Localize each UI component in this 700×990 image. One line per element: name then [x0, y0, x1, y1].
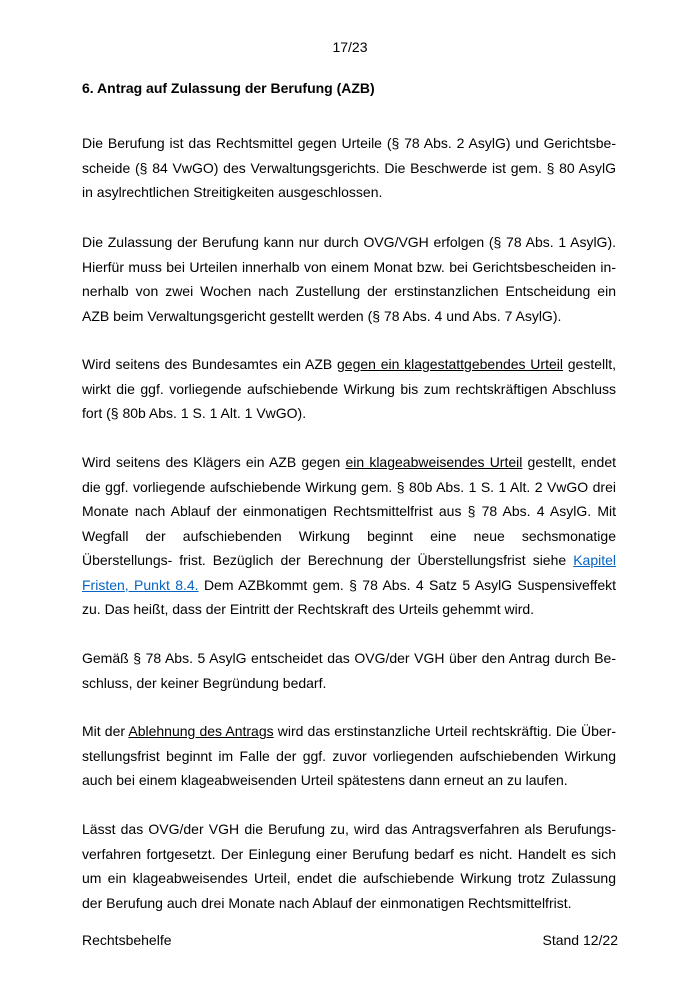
p3-line-2: wirkt die ggf. vorliegende aufschiebende Wirkung bis zum rechtskräftigen Abschluss	[82, 380, 616, 397]
p7-line-1: Lässt das OVG/der VGH die Berufung zu, wird das Antragsverfahren als Berufungs-	[82, 821, 616, 837]
section-heading: 6. Antrag auf Zulassung der Berufung (AZB)	[82, 80, 375, 96]
p4-line-2: die ggf. vorliegende aufschiebende Wirkung gem. § 80b Abs. 1 S. 1 Alt. 2 VwGO drei	[82, 478, 616, 495]
p7-line-3: um ein klageabweisendes Urteil, endet die aufschiebende Wirkung trotz Zulassung der	[82, 870, 616, 911]
p3-underlined-phrase: gegen ein klagestattgebendes Urteil	[337, 356, 563, 372]
p4-line-3: Monate nach Ablauf der einmonatigen Rechtsmittelfrist aus § 78 Abs. 4 AsylG. Mit	[82, 503, 616, 519]
p4-line-5-pre: frist. Bezüglich der Berechnung der Überstellungsfrist siehe	[179, 552, 574, 568]
p5-line-2: schluss, der keiner Begründung bedarf.	[82, 674, 327, 691]
page-number: 17/23	[332, 39, 368, 55]
kapitel-fristen-link[interactable]: Kapitel Fristen, Punkt 8.4.	[82, 552, 617, 593]
p5-line-1: Gemäß § 78 Abs. 5 AsylG entscheidet das OVG/der VGH über den Antrag durch Be-	[82, 650, 616, 666]
p4-line-7: der Eintritt der Rechtskraft des Urteils gehemmt wird.	[205, 601, 535, 617]
p1-line-2: scheide (§ 84 VwGO) des Verwaltungsgerichts. Die Beschwerde ist gem. § 80 AsylG	[82, 159, 616, 176]
paragraph-zulassung	[82, 230, 616, 328]
p3-line-1-pre: Wird seitens des Bundesamtes ein AZB	[82, 356, 337, 372]
p6-line-3: auch bei einem klageabweisenden Urteil spätestens dann erneut an zu laufen.	[82, 772, 568, 788]
p4-underlined-phrase: ein klageabweisendes Urteil	[345, 454, 523, 470]
p2-line-1: Die Zulassung der Berufung kann nur durch OVG/VGH erfolgen (§ 78 Abs. 1 AsylG).	[82, 234, 616, 250]
p4-line-1-pre: Wird seitens des Klägers ein AZB gegen	[82, 454, 346, 470]
p6-line-1-post: wird das erstinstanzliche Urteil rechtskräftig. Die Über-	[273, 723, 617, 739]
p6-underlined-phrase: Ablehnung des Antrags	[128, 723, 274, 739]
p3-line-1-post: gestellt,	[562, 356, 616, 372]
paragraph-ablehnung	[82, 719, 616, 793]
p3-line-3: fort (§ 80b Abs. 1 S. 1 Alt. 1 VwGO).	[82, 405, 307, 421]
paragraph-berufungsverfahren	[82, 817, 616, 915]
paragraph-klaeger	[82, 450, 616, 622]
p1-line-1: Die Berufung ist das Rechtsmittel gegen Urteile (§ 78 Abs. 2 AsylG) und Gerichtsbe-	[82, 135, 616, 151]
p1-line-3: in asylrechtlichen Streitigkeiten ausgeschlossen.	[82, 184, 383, 200]
p4-line-1-post: gestellt, endet	[522, 454, 617, 470]
p2-line-3: nerhalb von zwei Wochen nach Zustellung der erstinstanzlichen Entscheidung ein AZB	[82, 283, 616, 324]
p7-line-4: Berufung auch drei Monate nach Ablauf der einmonatigen Rechtsmittelfrist.	[106, 894, 572, 911]
p4-line-6: Dem AZBkommt gem. § 78 Abs. 4 Satz 5 AsylG Suspensiveffekt zu. Das heißt, dass	[82, 576, 617, 617]
footer-date: Stand 12/22	[542, 932, 618, 948]
footer-section-title: Rechtsbehelfe	[82, 932, 172, 948]
p6-line-2: stellungsfrist beginnt im Falle der ggf. zuvor vorliegenden aufschiebenden Wirkung	[82, 747, 616, 764]
paragraph-berufung	[82, 131, 616, 205]
p7-line-2: verfahren fortgesetzt. Der Einlegung einer Berufung bedarf es nicht. Handelt es sich	[82, 845, 616, 862]
p2-line-4: beim Verwaltungsgericht gestellt werden (§ 78 Abs. 4 und Abs. 7 AsylG).	[113, 307, 562, 324]
p4-line-4: Wegfall der aufschiebenden Wirkung beginnt eine neue sechsmonatige Überstellungs-	[82, 527, 616, 568]
paragraph-entscheidung	[82, 646, 616, 695]
p6-line-1-pre: Mit der	[82, 723, 129, 739]
p2-line-2: Hierfür muss bei Urteilen innerhalb von einem Monat bzw. bei Gerichtsbescheiden in-	[82, 258, 616, 275]
paragraph-bundesamt	[82, 352, 616, 426]
